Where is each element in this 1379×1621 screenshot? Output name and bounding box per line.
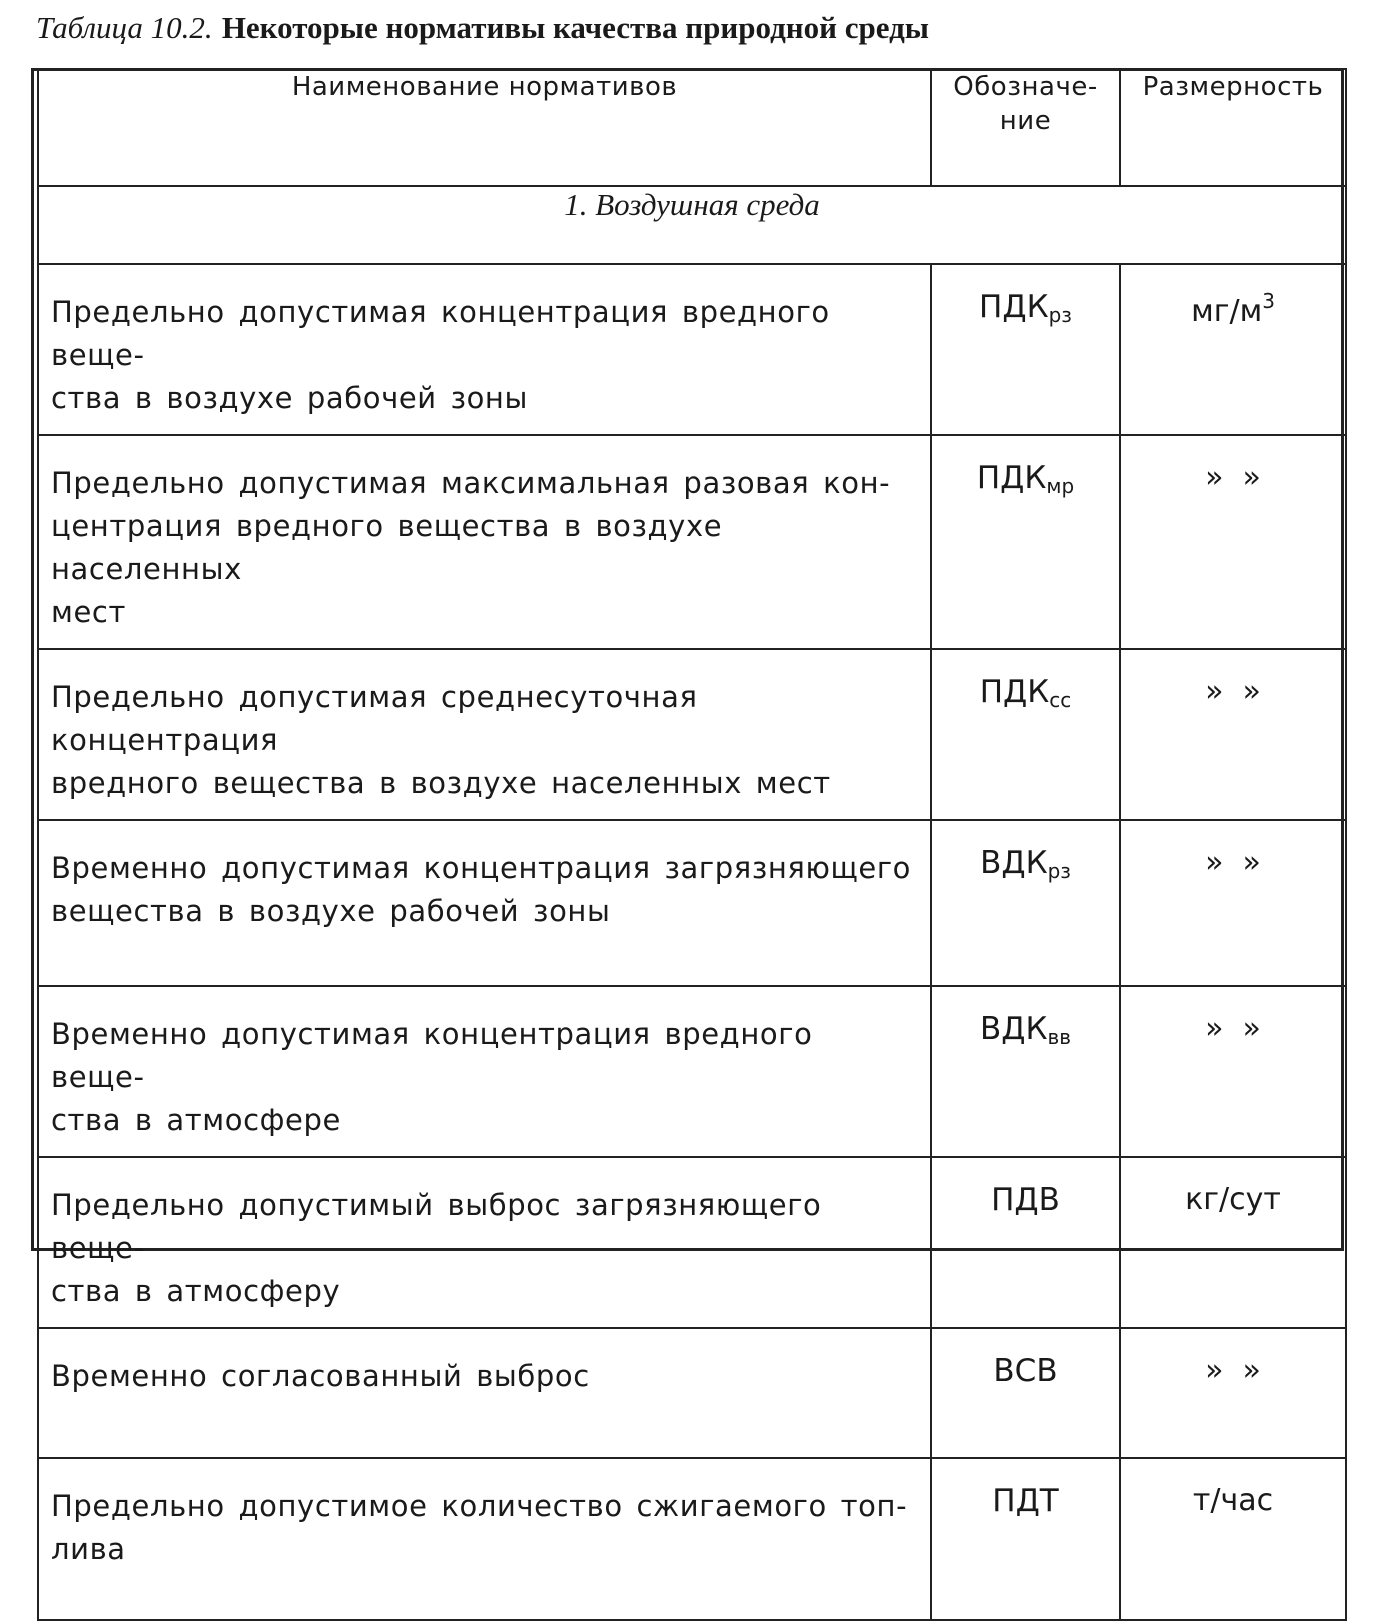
norm-unit-superscript: 3	[1262, 289, 1275, 313]
norm-unit: » »	[1120, 649, 1346, 820]
norm-symbol: $ВДК_{рз}$	[931, 820, 1120, 986]
caption-title: Некоторые нормативы качества природной среды	[221, 10, 929, 45]
norm-name-line: Временно согласованный выброс	[51, 1359, 590, 1393]
norm-name	[38, 1328, 931, 1458]
table-row	[38, 1328, 1346, 1458]
norm-unit: » »	[1120, 1328, 1346, 1458]
section-row	[38, 186, 1346, 264]
norm-symbol: $ПДК_{сс}$	[931, 649, 1120, 820]
table-row	[38, 1458, 1346, 1620]
norm-name-line: ства в атмосфере	[51, 1103, 341, 1137]
norm-symbol-subscript: сс	[1049, 688, 1072, 712]
norm-symbol-subscript: рз	[1047, 859, 1071, 883]
norm-name-line: ства в воздухе рабочей зоны	[51, 381, 528, 415]
header-row	[38, 69, 1346, 186]
norm-name-line: Временно допустимая концентрация вредного веще-	[51, 1017, 813, 1094]
table-row	[38, 649, 1346, 820]
table-row	[38, 820, 1346, 986]
norm-symbol-subscript: вв	[1047, 1025, 1072, 1049]
norm-symbol: ВСВ	[931, 1328, 1120, 1458]
norm-name-line: ства в атмосферу	[51, 1274, 341, 1308]
norm-unit: » »	[1120, 986, 1346, 1157]
norm-name	[38, 1458, 931, 1620]
norm-unit: » »	[1120, 820, 1346, 986]
norm-name	[38, 264, 931, 435]
norm-name-line: центрация вредного вещества в воздухе населенных	[51, 509, 723, 586]
norm-name	[38, 649, 931, 820]
norm-symbol: $ПДК_{рз}$	[931, 264, 1120, 435]
norm-name-line: лива	[51, 1532, 126, 1566]
norm-name-line: Предельно допустимое количество сжигаемого топ-	[51, 1489, 908, 1523]
section-title: 1. Воздушная среда	[38, 186, 1346, 264]
norm-unit: $мг/м^3$	[1120, 264, 1346, 435]
norms-table	[37, 68, 1347, 1621]
norm-name	[38, 435, 931, 649]
norm-unit: т/час	[1120, 1458, 1346, 1620]
table-row	[38, 264, 1346, 435]
norm-unit: кг/сут	[1120, 1157, 1346, 1328]
norm-symbol: ПДТ	[931, 1458, 1120, 1620]
norm-name	[38, 820, 931, 986]
norm-name-line: вещества в воздухе рабочей зоны	[51, 894, 611, 928]
norm-name-line: мест	[51, 595, 126, 629]
caption-label: Таблица 10.2.	[36, 10, 213, 45]
header-symbol: Обозначе- ние	[931, 69, 1120, 186]
table-row	[38, 435, 1346, 649]
norm-name-line: вредного вещества в воздухе населенных мест	[51, 766, 831, 800]
norm-symbol-subscript: мр	[1046, 474, 1075, 498]
norm-unit: » »	[1120, 435, 1346, 649]
norm-name-line: Предельно допустимая максимальная разовая кон-	[51, 466, 891, 500]
norm-name	[38, 986, 931, 1157]
table-row	[38, 1157, 1346, 1328]
norm-symbol: $ПДК_{мр}$	[931, 435, 1120, 649]
header-unit: Размерность	[1120, 69, 1346, 186]
norm-symbol: $ВДК_{вв}$	[931, 986, 1120, 1157]
table-row	[38, 986, 1346, 1157]
norm-name-line: Временно допустимая концентрация загрязняющего	[51, 851, 911, 885]
header-name: Наименование нормативов	[38, 69, 931, 186]
norm-name-line: Предельно допустимая концентрация вредного веще-	[51, 295, 830, 372]
norm-symbol-subscript: рз	[1048, 303, 1072, 327]
norm-name	[38, 1157, 931, 1328]
table-caption	[36, 10, 929, 46]
norm-symbol: ПДВ	[931, 1157, 1120, 1328]
norm-name-line: Предельно допустимая среднесуточная концентрация	[51, 680, 698, 757]
norm-name-line: Предельно допустимый выброс загрязняющего веще-	[51, 1188, 822, 1265]
